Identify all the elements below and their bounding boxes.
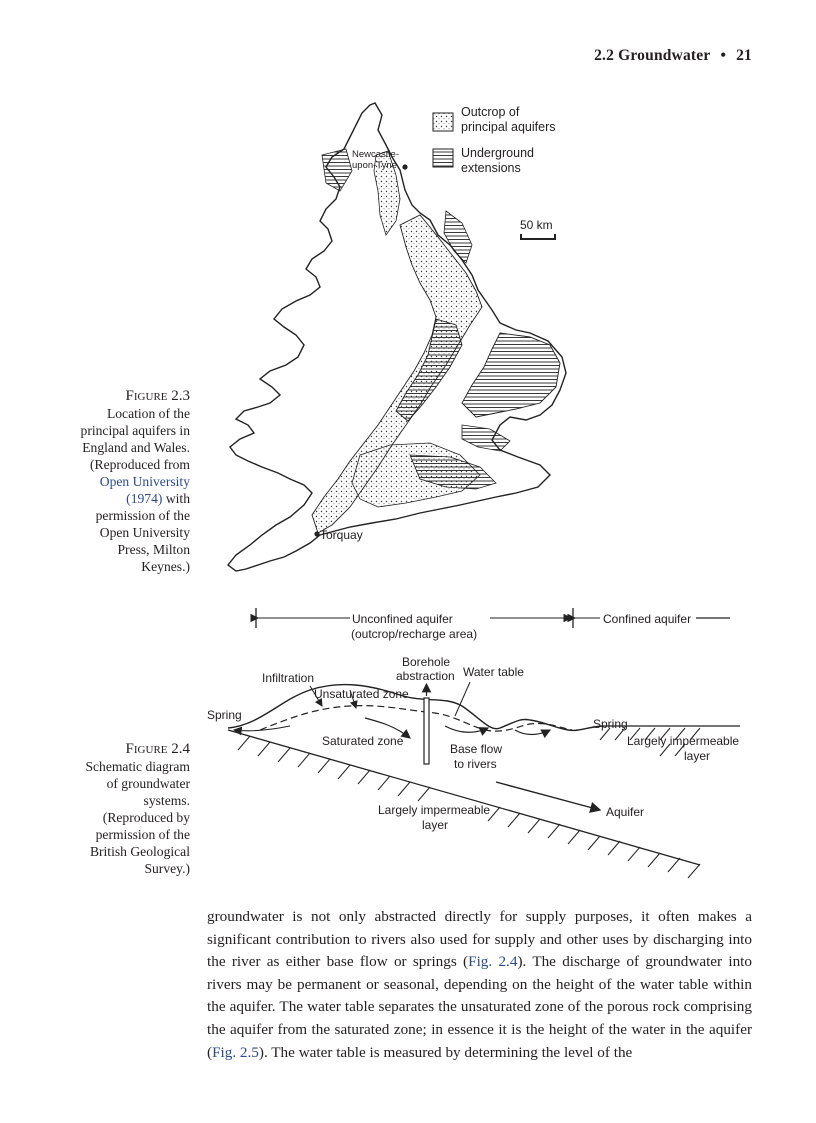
- saturated-zone-label: Saturated zone: [322, 734, 404, 748]
- citation-year-link[interactable]: (1974): [126, 491, 163, 506]
- caption-line: British Geological: [89, 844, 190, 859]
- aquifer-map: [200, 95, 580, 585]
- citation-link[interactable]: Open University: [99, 474, 190, 489]
- legend-underground-line2: extensions: [461, 161, 521, 175]
- legend-outcrop-swatch: [433, 113, 453, 131]
- running-head: [594, 47, 752, 65]
- ground-surface: [228, 685, 604, 731]
- page-number: 21: [736, 47, 752, 64]
- groundwater-schematic: [200, 600, 760, 885]
- torquay-marker: [314, 531, 319, 536]
- unconfined-label: Unconfined aquifer: [352, 612, 453, 626]
- place-newcastle-2: upon-Tyne: [352, 160, 397, 171]
- scale-label: 50 km: [520, 218, 553, 232]
- impermeable-right-label-2: layer: [684, 749, 711, 763]
- aquifer-label: Aquifer: [606, 805, 645, 819]
- borehole: [424, 698, 429, 764]
- caption-line: Press, Milton: [117, 542, 190, 557]
- caption-line: (Reproduced by: [102, 810, 190, 825]
- caption-line: England and Wales.: [82, 440, 190, 455]
- figure-2-5-link[interactable]: Fig. 2.5: [212, 1043, 259, 1061]
- place-torquay: Torquay: [320, 528, 363, 542]
- impermeable-right-label-1: Largely impermeable: [627, 734, 740, 748]
- caption-line: permission of the: [95, 508, 190, 523]
- spring-left-label: Spring: [207, 708, 242, 722]
- body-paragraph: [207, 906, 752, 1064]
- figure-2-4-caption: [40, 741, 190, 877]
- legend-outcrop-line1: Outcrop of: [461, 105, 520, 119]
- legend-outcrop-line2: principal aquifers: [461, 120, 556, 134]
- body-text-part: ). The water table is measured by determining the level of the: [258, 1043, 633, 1061]
- scale-bar: [521, 234, 555, 239]
- body-text-part: groundwater is not only abstracted directly for supply purposes, it often makes a significant contribution to rivers also used for supply and other uses by discharging into the river as either base flow or springs (: [207, 908, 752, 971]
- caption-line: systems.: [143, 793, 190, 808]
- legend-underground-line1: Underground: [461, 146, 534, 160]
- figure-2-3-caption: [40, 388, 190, 575]
- caption-line: principal aquifers in: [80, 423, 190, 438]
- caption-line: of groundwater: [106, 776, 190, 791]
- figure-2-4-link[interactable]: Fig. 2.4: [468, 953, 518, 971]
- impermeable-bottom-label-2: layer: [422, 818, 449, 832]
- infiltration-label: Infiltration: [262, 671, 315, 685]
- figure-2-3-label: Figure 2.3: [125, 388, 190, 404]
- caption-text: with: [162, 491, 190, 506]
- place-newcastle-1: Newcastle-: [352, 149, 399, 160]
- caption-line: (Reproduced from: [89, 457, 190, 472]
- borehole-label-2: abstraction: [396, 669, 455, 683]
- caption-line: Schematic diagram: [85, 759, 190, 774]
- impermeable-bottom-label-1: Largely impermeable: [378, 803, 491, 817]
- caption-line: permission of the: [95, 827, 190, 842]
- unsaturated-zone-label: Unsaturated zone: [314, 687, 409, 701]
- water-table-line: [260, 706, 572, 732]
- caption-line: Survey.): [144, 861, 190, 876]
- caption-line: Open University: [99, 525, 190, 540]
- legend-underground-swatch: [433, 149, 453, 167]
- base-flow-label-2: to rivers: [454, 757, 497, 771]
- unconfined-sublabel: (outcrop/recharge area): [351, 627, 478, 641]
- caption-line: Keynes.): [141, 559, 190, 574]
- section-title: 2.2 Groundwater: [594, 47, 711, 64]
- figure-2-4-label: Figure 2.4: [125, 741, 190, 757]
- confined-label: Confined aquifer: [603, 612, 692, 626]
- header-separator: •: [720, 47, 727, 64]
- spring-right-label: Spring: [593, 717, 628, 731]
- body-text-part: ). The discharge of groundwater into rivers may be permanent or seasonal, depending on the height of the water table within the aquifer. The water table separates the unsaturated zone of the porous rock comprising the aquifer from the saturated zone; in essence it is the height of the water in the aquifer (: [207, 953, 752, 1061]
- water-table-label: Water table: [463, 665, 524, 679]
- borehole-label-1: Borehole: [402, 655, 451, 669]
- newcastle-marker: [402, 164, 407, 169]
- base-flow-label-1: Base flow: [450, 742, 503, 756]
- caption-line: Location of the: [106, 406, 190, 421]
